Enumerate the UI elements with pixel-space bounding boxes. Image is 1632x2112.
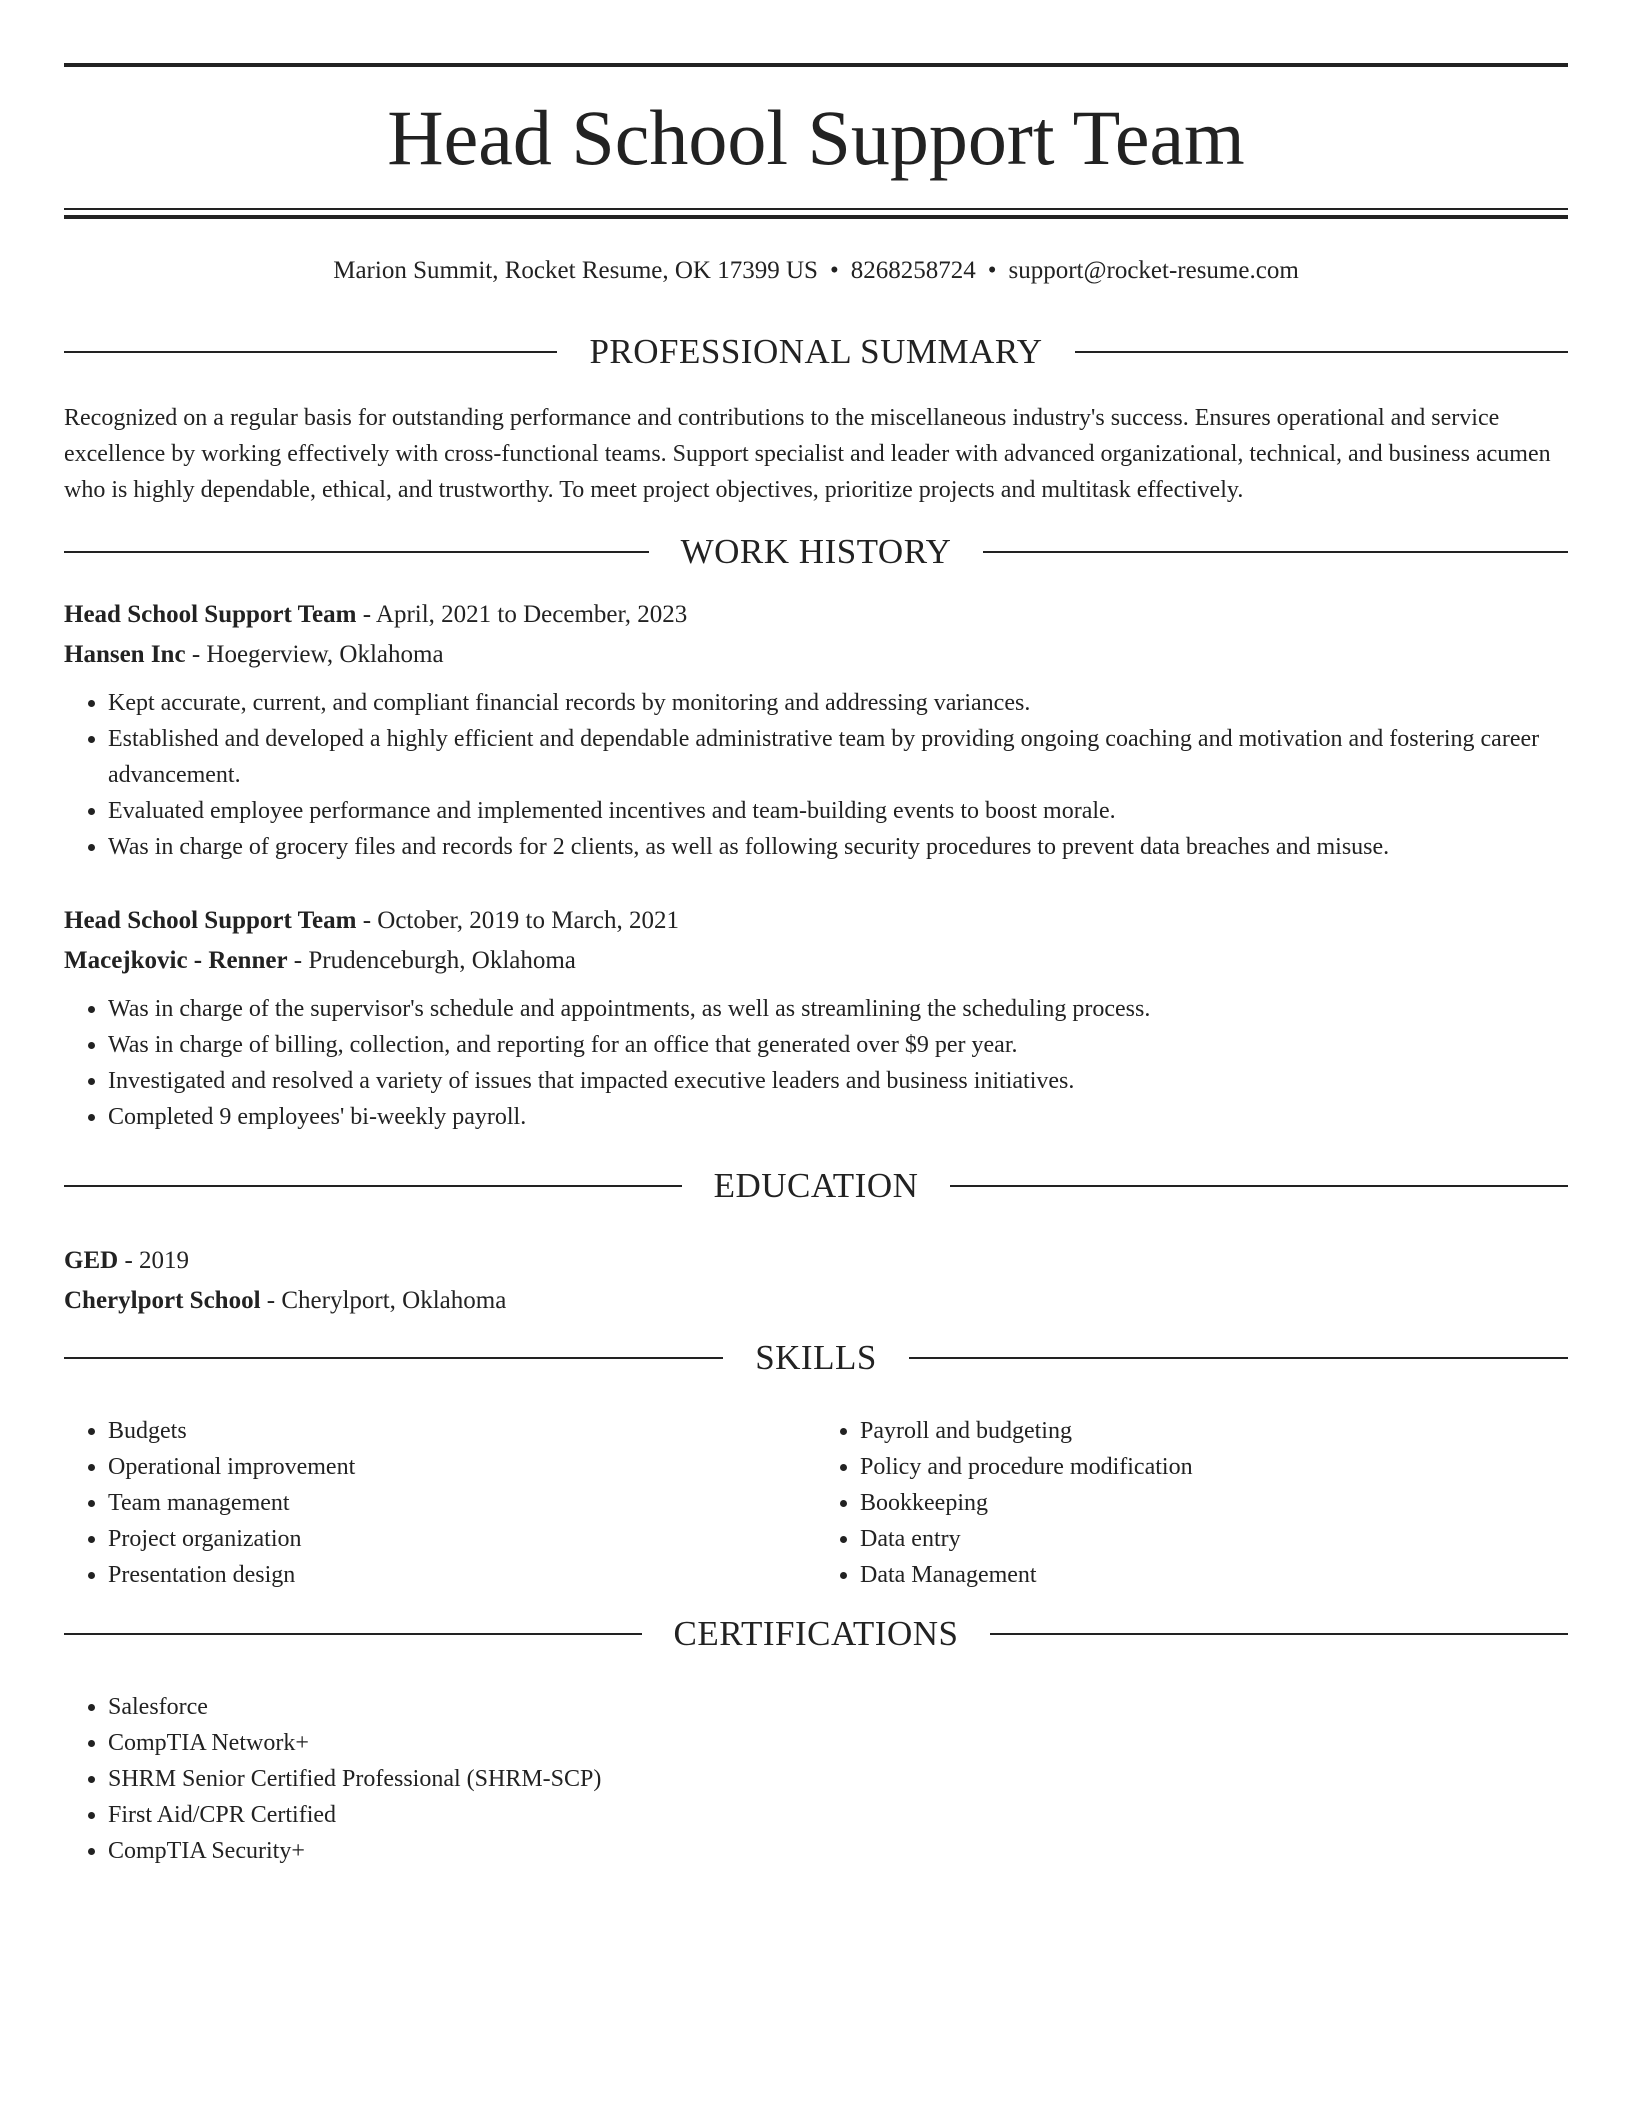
job-bullets bbox=[64, 685, 1568, 865]
section-rule bbox=[64, 351, 557, 353]
section-title: WORK HISTORY bbox=[680, 532, 952, 571]
skill-item: • Presentation design bbox=[108, 1557, 816, 1593]
job-bullet: • Completed 9 employees' bi-weekly payroll. bbox=[108, 1099, 1568, 1135]
skill-item: • Bookkeeping bbox=[860, 1485, 1568, 1521]
section-rule bbox=[990, 1633, 1568, 1635]
section-rule bbox=[64, 1357, 723, 1359]
section-header-work-history bbox=[64, 530, 1568, 574]
job-company-line bbox=[64, 635, 1568, 675]
certification-item: • SHRM Senior Certified Professional (SHRM-SCP) bbox=[108, 1761, 1568, 1797]
top-rule bbox=[64, 63, 1568, 67]
resume-name: Head School Support Team bbox=[387, 94, 1245, 181]
certification-item: • Salesforce bbox=[108, 1689, 1568, 1725]
job-bullet: • Investigated and resolved a variety of issues that impacted executive leaders and business initiatives. bbox=[108, 1063, 1568, 1099]
job-bullet: • Kept accurate, current, and compliant financial records by monitoring and addressing variances. bbox=[108, 685, 1568, 721]
section-header-summary bbox=[64, 330, 1568, 374]
job-title-line bbox=[64, 901, 1568, 941]
skill-item: • Policy and procedure modification bbox=[860, 1449, 1568, 1485]
skill-item: • Payroll and budgeting bbox=[860, 1413, 1568, 1449]
skills-list bbox=[64, 1413, 1568, 1593]
education-degree: GED bbox=[64, 1247, 119, 1274]
job-title: Head School Support Team bbox=[64, 907, 357, 934]
certifications-block bbox=[64, 1689, 1568, 1869]
section-rule bbox=[1075, 351, 1568, 353]
section-title: SKILLS bbox=[755, 1338, 877, 1377]
contact-separator: • bbox=[987, 257, 997, 284]
job-bullet: • Established and developed a highly efficient and dependable administrative team by providing ongoing coaching and motivation and fostering career advancement. bbox=[108, 721, 1568, 793]
certification-item: • CompTIA Network+ bbox=[108, 1725, 1568, 1761]
job-entry bbox=[64, 595, 1568, 865]
skill-item: • Budgets bbox=[108, 1413, 816, 1449]
contact-address: Marion Summit, Rocket Resume, OK 17399 US bbox=[333, 257, 818, 284]
section-rule bbox=[64, 1185, 682, 1187]
section-rule bbox=[983, 551, 1568, 553]
job-bullet: • Was in charge of the supervisor's schedule and appointments, as well as streamlining the scheduling process. bbox=[108, 991, 1568, 1027]
skill-item: • Team management bbox=[108, 1485, 816, 1521]
section-rule bbox=[64, 551, 649, 553]
section-rule bbox=[950, 1185, 1568, 1187]
certification-item: • First Aid/CPR Certified bbox=[108, 1797, 1568, 1833]
job-dates: - April, 2021 to December, 2023 bbox=[362, 601, 688, 628]
section-rule bbox=[64, 1633, 642, 1635]
education-entry bbox=[64, 1241, 1568, 1321]
header-rule-thick bbox=[64, 215, 1568, 219]
skill-item: • Data entry bbox=[860, 1521, 1568, 1557]
section-header-education bbox=[64, 1164, 1568, 1208]
job-entry bbox=[64, 901, 1568, 1135]
job-bullet: • Evaluated employee performance and implemented incentives and team-building events to boost morale. bbox=[108, 793, 1568, 829]
summary-paragraph: Recognized on a regular basis for outstanding performance and contributions to the miscellaneous industry's success. Ensures operational and service excellence by working effectively with cross-functional teams. Support specialist and leader with advanced organizational, technical, and business acumen who is highly dependable, ethical, and trustworthy. To meet project objectives, prioritize projects and multitask effectively. bbox=[64, 405, 1551, 503]
education-degree-line bbox=[64, 1241, 1568, 1281]
job-bullets bbox=[64, 991, 1568, 1135]
certifications-list bbox=[64, 1689, 1568, 1869]
education-school: Cherylport School bbox=[64, 1287, 261, 1314]
certification-item: • CompTIA Security+ bbox=[108, 1833, 1568, 1869]
skill-item: • Operational improvement bbox=[108, 1449, 816, 1485]
job-bullet: • Was in charge of grocery files and records for 2 clients, as well as following security procedures to prevent data breaches and misuse. bbox=[108, 829, 1568, 865]
education-year: - 2019 bbox=[124, 1247, 190, 1274]
contact-email: support@rocket-resume.com bbox=[1008, 257, 1299, 284]
section-title: CERTIFICATIONS bbox=[673, 1614, 959, 1653]
contact-phone: 8268258724 bbox=[850, 257, 976, 284]
job-bullet: • Was in charge of billing, collection, and reporting for an office that generated over $9 per year. bbox=[108, 1027, 1568, 1063]
section-title: EDUCATION bbox=[713, 1166, 919, 1205]
contact-separator: • bbox=[829, 257, 839, 284]
section-rule bbox=[909, 1357, 1568, 1359]
job-location: - Prudenceburgh, Oklahoma bbox=[293, 947, 576, 974]
job-company-line bbox=[64, 941, 1568, 981]
job-title-line bbox=[64, 595, 1568, 635]
job-company: Hansen Inc bbox=[64, 641, 186, 668]
section-title: PROFESSIONAL SUMMARY bbox=[589, 332, 1043, 371]
skills-column-left bbox=[64, 1413, 816, 1593]
job-location: - Hoegerview, Oklahoma bbox=[191, 641, 444, 668]
education-location: - Cherylport, Oklahoma bbox=[266, 1287, 507, 1314]
skill-item: • Project organization bbox=[108, 1521, 816, 1557]
education-school-line bbox=[64, 1281, 1568, 1321]
job-dates: - October, 2019 to March, 2021 bbox=[362, 907, 679, 934]
skills-column-right bbox=[816, 1413, 1568, 1593]
skill-item: • Data Management bbox=[860, 1557, 1568, 1593]
job-title: Head School Support Team bbox=[64, 601, 357, 628]
contact-line bbox=[64, 254, 1568, 288]
header-rule-thin bbox=[64, 208, 1568, 210]
section-header-skills bbox=[64, 1336, 1568, 1380]
job-company: Macejkovic - Renner bbox=[64, 947, 288, 974]
section-header-certifications bbox=[64, 1612, 1568, 1656]
